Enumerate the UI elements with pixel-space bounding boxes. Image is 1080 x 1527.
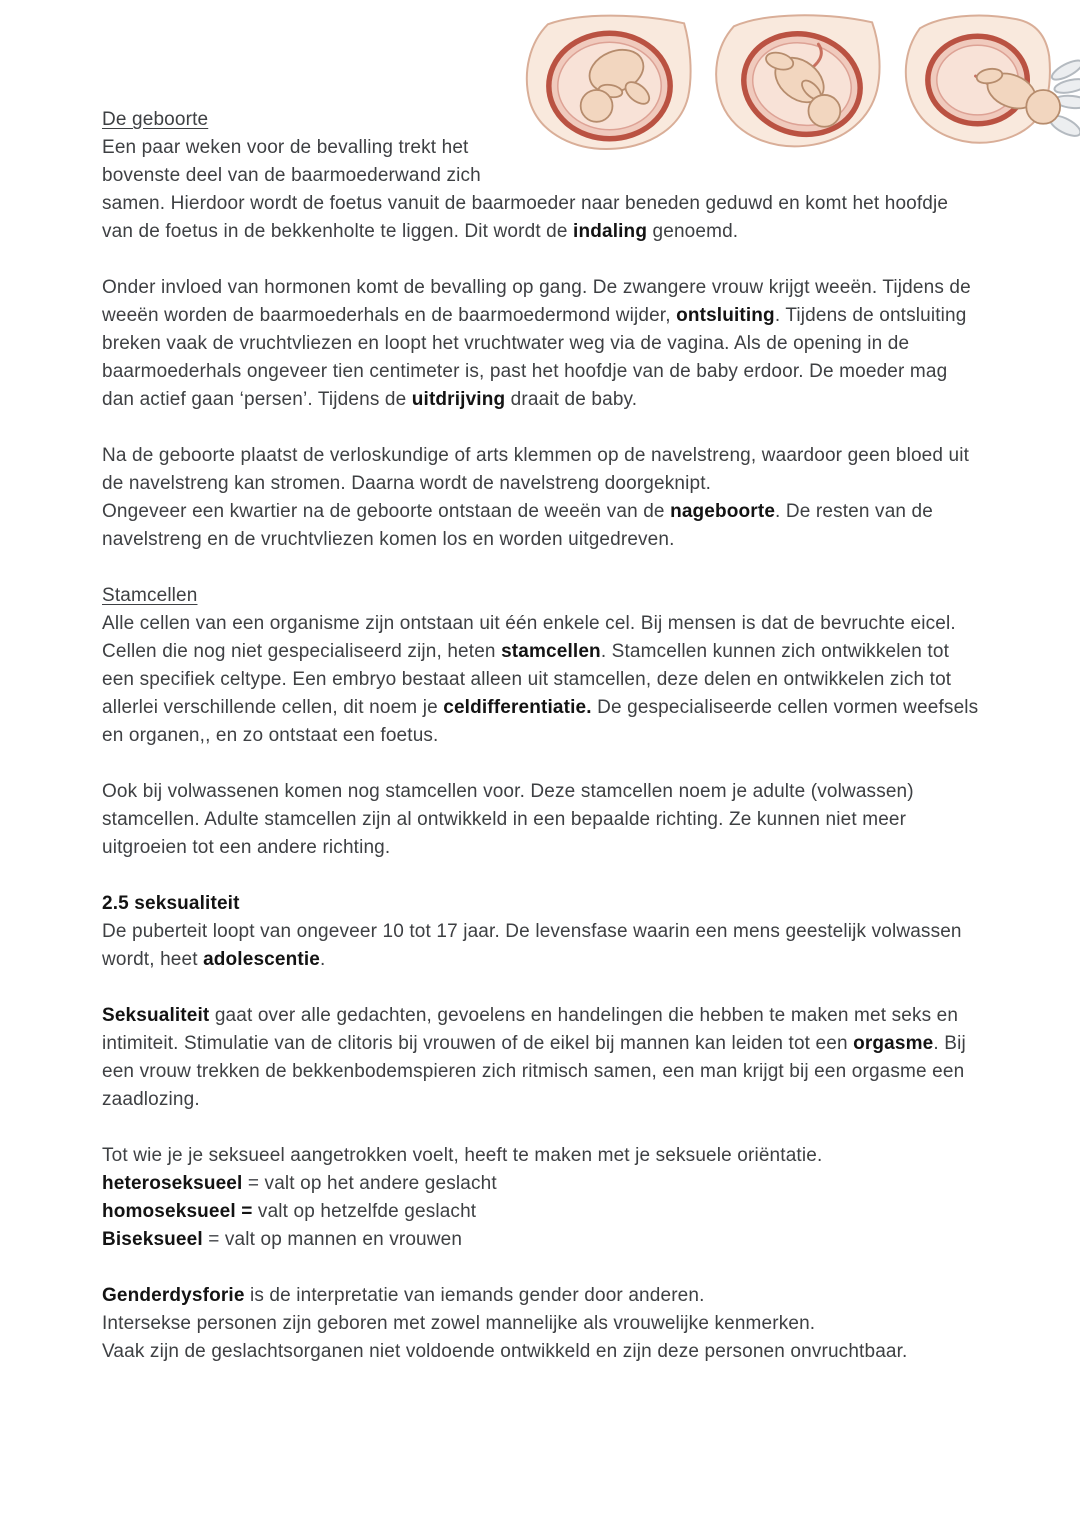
paragraph-stamcellen-celdifferentiatie: Alle cellen van een organisme zijn ontstaan uit één enkele cel. Bij mensen is dat de bevruchte eicel. Cellen die nog niet gespecialiseerd zijn, heten stamcellen. Stamcellen kunnen zich ontwikkelen tot een specifiek celtype. Een embryo bestaat alleen uit stamcellen, deze delen en ontwikkelen zich tot allerlei verschillende cellen, dit noem je celdifferentiatie. De gespecialiseerde cellen vormen weefsels en organen,, en zo ontstaat een foetus.	[102, 613, 979, 746]
section-heading-de-geboorte: De geboorte	[102, 109, 209, 130]
paragraph-stamcellen-adult: Ook bij volwassenen komen nog stamcellen voor. Deze stamcellen noem je adulte (volwassen) stamcellen. Adulte stamcellen zijn al ontwikkeld in een bepaalde richting. Ze kunnen niet meer uitgroeien tot een andere richting.	[102, 781, 914, 858]
paragraph-seksualiteit-orgasme: Seksualiteit gaat over alle gedachten, gevoelens en handelingen die hebben te maken met seks en intimiteit. Stimulatie van de clitoris bij vrouwen of de eikel bij mannen kan leiden tot een orgasme. Bij een vrouw trekken de bekkenbodemspieren zich ritmisch samen, een man krijgt bij een orgasme een zaadlozing.	[102, 1005, 966, 1110]
paragraph-geboorte-nageboorte: Na de geboorte plaatst de verloskundige of arts klemmen op de navelstreng, waardoor geen bloed uit de navelstreng kan stromen. Daarna wordt de navelstreng doorgeknipt. Ongeveer een kwartier na de geboorte ontstaan de weeën van de nageboorte. De resten van de navelstreng en de vruchtvliezen komen los en worden uitgedreven.	[102, 445, 970, 550]
paragraph-geboorte-indaling: Een paar weken voor de bevalling trekt het bovenste deel van de baarmoederwand zich samen. Hierdoor wordt de foetus vanuit de baarmoeder naar beneden geduwd en komt het hoofdje van de foetus in de bekkenholte te liggen. Dit wordt de indaling genoemd.	[102, 137, 949, 242]
paragraph-seksualiteit-adolescentie: De puberteit loopt van ongeveer 10 tot 17 jaar. De levensfase waarin een mens geestelijk volwassen wordt, heet adolescentie.	[102, 921, 962, 970]
paragraph-seksualiteit-orientatie: Tot wie je je seksueel aangetrokken voelt, heeft te maken met je seksuele oriëntatie. heteroseksueel = valt op het andere geslacht homoseksueel = valt op hetzelfde geslacht Biseksueel = valt op mannen en vrouwen	[102, 1145, 823, 1250]
section-heading-seksualiteit: 2.5 seksualiteit	[102, 893, 240, 914]
paragraph-geboorte-ontsluiting-uitdrijving: Onder invloed van hormonen komt de bevalling op gang. De zwangere vrouw krijgt weeën. Tijdens de weeën worden de baarmoederhals en de baarmoedermond wijder, ontsluiting. Tijdens de ontsluiting breken vaak de vruchtvliezen en loopt het vruchtwater weg via de vagina. Als de opening in de baarmoederhals ongeveer tien centimeter is, past het hoofdje van de baby erdoor. De moeder mag dan actief gaan ‘persen’. Tijdens de uitdrijving draait de baby.	[102, 277, 971, 410]
section-heading-stamcellen: Stamcellen	[102, 585, 198, 606]
section-stamcellen	[102, 582, 980, 862]
paragraph-seksualiteit-genderdysforie: Genderdysforie is de interpretatie van iemands gender door anderen. Intersekse personen zijn geboren met zowel mannelijke als vrouwelijke kenmerken. Vaak zijn de geslachtsorganen niet voldoende ontwikkeld en zijn deze personen onvruchtbaar.	[102, 1285, 908, 1362]
image-text-wrap-spacer	[522, 106, 980, 188]
section-seksualiteit	[102, 890, 980, 1366]
